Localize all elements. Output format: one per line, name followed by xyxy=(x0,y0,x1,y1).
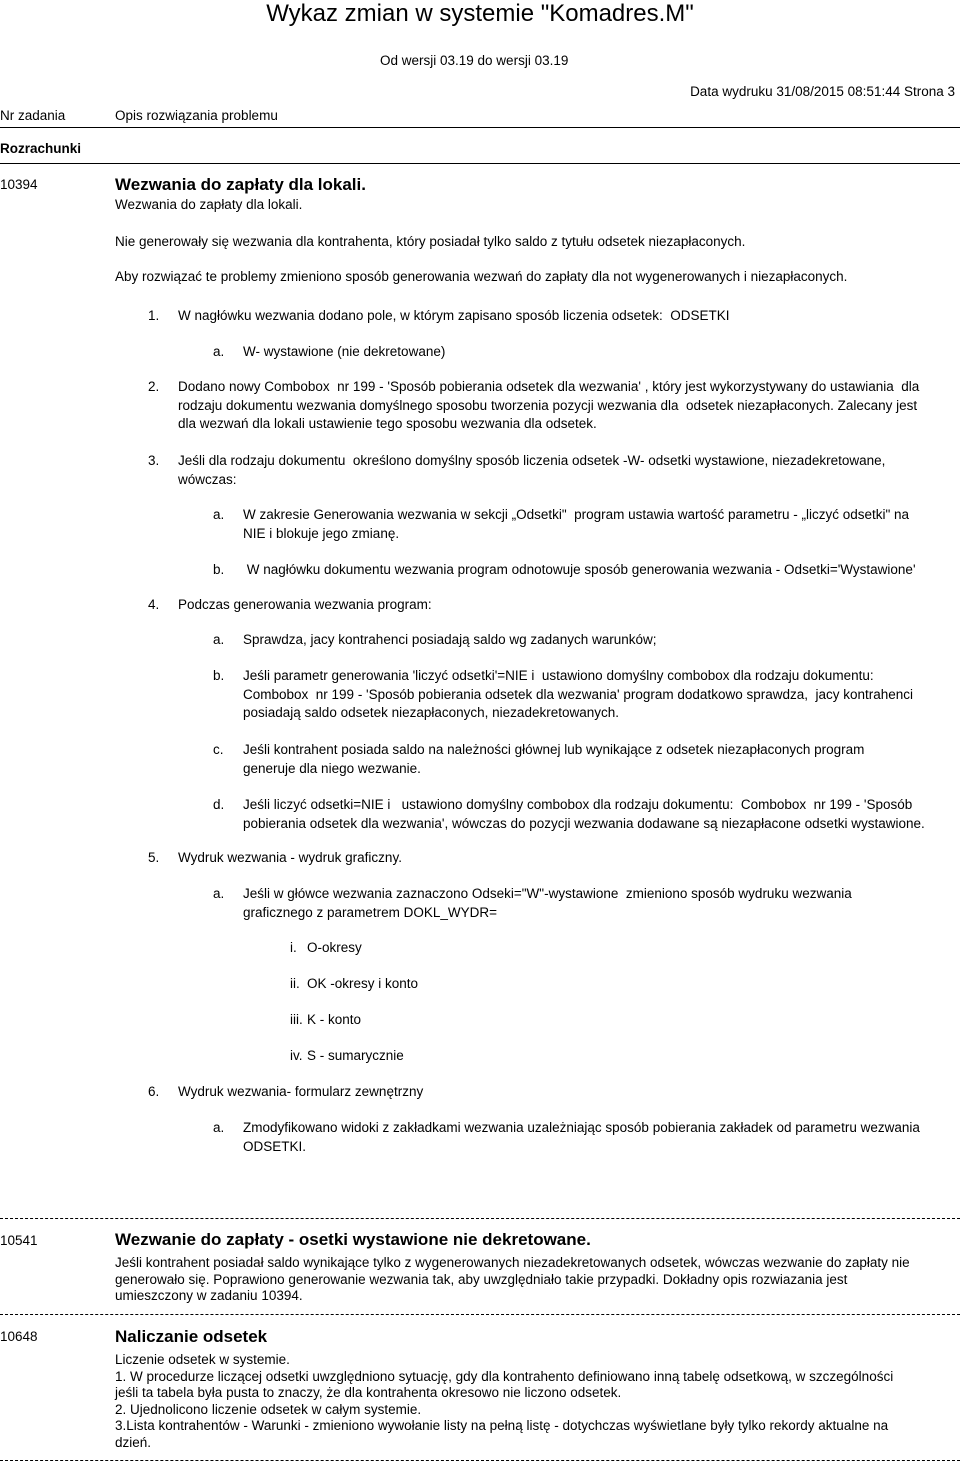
page-bottom-separator xyxy=(0,1460,960,1461)
description-line: generowało się. Poprawiono generowanie wezwania tak, aby uwzględniało takie przypadki. Dokładny opis rozwiazania jest xyxy=(115,1271,848,1287)
description-line: Liczenie odsetek w systemie. xyxy=(115,1352,290,1367)
list-marker: a. xyxy=(213,507,225,522)
list-item-text: W nagłówku dokumentu wezwania program odnotowuje sposób generowania wezwania - Odsetki='Wystawione' xyxy=(243,562,916,577)
list-item-text: Jeśli kontrahent posiada saldo na należności głównej lub wynikające z odsetek niezapłaconych program xyxy=(243,742,865,757)
task-number: 10394 xyxy=(0,177,38,192)
task-number: 10541 xyxy=(0,1233,38,1248)
list-item-text: NIE i blokuje jego zmianę. xyxy=(243,525,400,541)
list-item-text: S - sumarycznie xyxy=(307,1048,404,1063)
description-line: Jeśli kontrahent posiadał saldo wynikające tylko z wygenerowanych niezadekretowanych odsetek, wówczas wezwanie do zapłaty nie xyxy=(115,1255,910,1270)
task-number: 10648 xyxy=(0,1329,38,1344)
list-item-text: Wydruk wezwania - wydruk graficzny. xyxy=(178,850,402,865)
list-item-text: W nagłówku wezwania dodano pole, w którym zapisano sposób liczenia odsetek: ODSETKI xyxy=(178,308,730,323)
list-marker: iii. xyxy=(290,1012,303,1027)
task-title: Wezwania do zapłaty dla lokali. xyxy=(115,175,366,194)
list-marker: i. xyxy=(290,940,297,955)
document-title: Wykaz zmian w systemie "Komadres.M" xyxy=(266,0,694,27)
task-separator xyxy=(0,1314,960,1315)
list-item-text: pobierania odsetek dla wezwania', wówczas do pozycji wezwania dodawane są niezapłacone odsetki wystawione. xyxy=(243,815,925,831)
list-marker: b. xyxy=(213,562,225,577)
list-marker: iv. xyxy=(290,1048,303,1063)
list-item-text: Podczas generowania wezwania program: xyxy=(178,597,432,612)
section-title: Rozrachunki xyxy=(0,141,82,156)
description-line: umieszczony w zadaniu 10394. xyxy=(115,1288,303,1303)
version-range: Od wersji 03.19 do wersji 03.19 xyxy=(380,53,569,68)
list-item-text: Jeśli liczyć odsetki=NIE i ustawiono domyślny combobox dla rodzaju dokumentu: Combobox nr 199 - 'Sposób xyxy=(243,797,913,812)
list-item-text: K - konto xyxy=(307,1012,362,1027)
list-item-text: wówczas: xyxy=(178,471,237,487)
list-item-text: Jeśli w główce wezwania zaznaczono Odseki="W"-wystawione zmieniono sposób wydruku wezwania xyxy=(243,886,852,901)
list-item-text: Dodano nowy Combobox nr 199 - 'Sposób pobierania odsetek dla wezwania' , który jest wykorzystywany do ustawiania dla xyxy=(178,379,920,394)
description-line: 3.Lista kontrahentów - Warunki - zmieniono wywołanie listy na pełną listę - dotychczas wyświetlane były tylko rekordy aktualne na xyxy=(115,1418,889,1433)
list-marker: 4. xyxy=(148,597,160,612)
list-marker: 2. xyxy=(148,379,160,394)
list-item-text: Zmodyfikowano widoki z zakładkami wezwania uzależniając sposób pobierania zakładek od parametru wezwania xyxy=(243,1120,920,1135)
print-date: Data wydruku 31/08/2015 08:51:44 Strona 3 xyxy=(690,84,955,99)
list-item-text: rodzaju dokumentu wezwania domyślnego sposobu tworzenia pozycji wezwania dla odsetek niezapłaconych. Zalecany jest xyxy=(178,397,918,413)
description-line: 2. Ujednolicono liczenie odsetek w całym systemie. xyxy=(115,1401,422,1417)
list-item-text: Jeśli dla rodzaju dokumentu określono domyślny sposób liczenia odsetek -W- odsetki wystawione, niezadekretowane, xyxy=(178,453,886,468)
list-marker: a. xyxy=(213,632,225,647)
list-item-text: generuje dla niego wezwanie. xyxy=(243,760,421,776)
list-item-text: Wydruk wezwania- formularz zewnętrzny xyxy=(178,1084,424,1099)
description-line: 1. W procedurze liczącej odsetki uwzględniono sytuację, gdy dla kontrahento definiowano inną tabelę odsetkową, w szczególności xyxy=(115,1368,894,1384)
list-marker: ii. xyxy=(290,976,300,991)
list-item-text: W- wystawione (nie dekretowane) xyxy=(243,344,446,359)
list-item-text: dla wezwań dla lokali ustawienie tego sposobu wezwania dla odsetek. xyxy=(178,416,597,431)
list-marker: d. xyxy=(213,797,225,812)
list-marker: 1. xyxy=(148,308,160,323)
task-separator xyxy=(0,1218,960,1219)
paragraph: Aby rozwiązać te problemy zmieniono sposób generowania wezwań do zapłaty dla not wygenerowanych i niezapłaconych. xyxy=(115,269,848,284)
list-marker: a. xyxy=(213,344,225,359)
section-divider xyxy=(0,163,960,164)
description-line: dzień. xyxy=(115,1434,152,1450)
list-marker: c. xyxy=(213,742,224,757)
description-line: jeśli ta tabela była pusta to znaczy, że dla kontrahenta okresowo nie liczono odsetek. xyxy=(115,1385,622,1400)
list-item-text: OK -okresy i konto xyxy=(307,976,419,991)
task-title: Wezwanie do zapłaty - osetki wystawione nie dekretowane. xyxy=(115,1230,591,1249)
column-header-description: Opis rozwiązania problemu xyxy=(115,108,278,123)
list-marker: b. xyxy=(213,668,225,683)
list-item-text: O-okresy xyxy=(307,940,362,955)
header-divider xyxy=(0,127,960,128)
list-item-text: graficznego z parametrem DOKL_WYDR= xyxy=(243,904,497,920)
task-subtitle: Wezwania do zapłaty dla lokali. xyxy=(115,197,303,212)
paragraph: Nie generowały się wezwania dla kontrahenta, który posiadał tylko saldo z tytułu odsetek niezapłaconych. xyxy=(115,234,746,249)
list-item-text: ODSETKI. xyxy=(243,1138,307,1154)
list-marker: a. xyxy=(213,886,225,901)
list-item-text: Jeśli parametr generowania 'liczyć odsetki'=NIE i ustawiono domyślny combobox dla rodzaju dokumentu: xyxy=(243,668,874,683)
list-item-text: posiadają saldo odsetek niezapłaconych, niezadekretowanych. xyxy=(243,705,619,720)
task-title: Naliczanie odsetek xyxy=(115,1327,268,1346)
list-marker: 5. xyxy=(148,850,160,865)
list-item-text: W zakresie Generowania wezwania w sekcji „Odsetki" program ustawia wartość parametru - „liczyć odsetki" na xyxy=(243,507,910,522)
list-marker: a. xyxy=(213,1120,225,1135)
list-item-text: Sprawdza, jacy kontrahenci posiadają saldo wg zadanych warunków; xyxy=(243,632,657,647)
list-item-text: Combobox nr 199 - 'Sposób pobierania odsetek dla wezwania' program dodatkowo sprawdza, jacy kontrahenci xyxy=(243,686,914,702)
column-header-task-number: Nr zadania xyxy=(0,108,66,123)
list-marker: 3. xyxy=(148,453,160,468)
list-marker: 6. xyxy=(148,1084,160,1099)
